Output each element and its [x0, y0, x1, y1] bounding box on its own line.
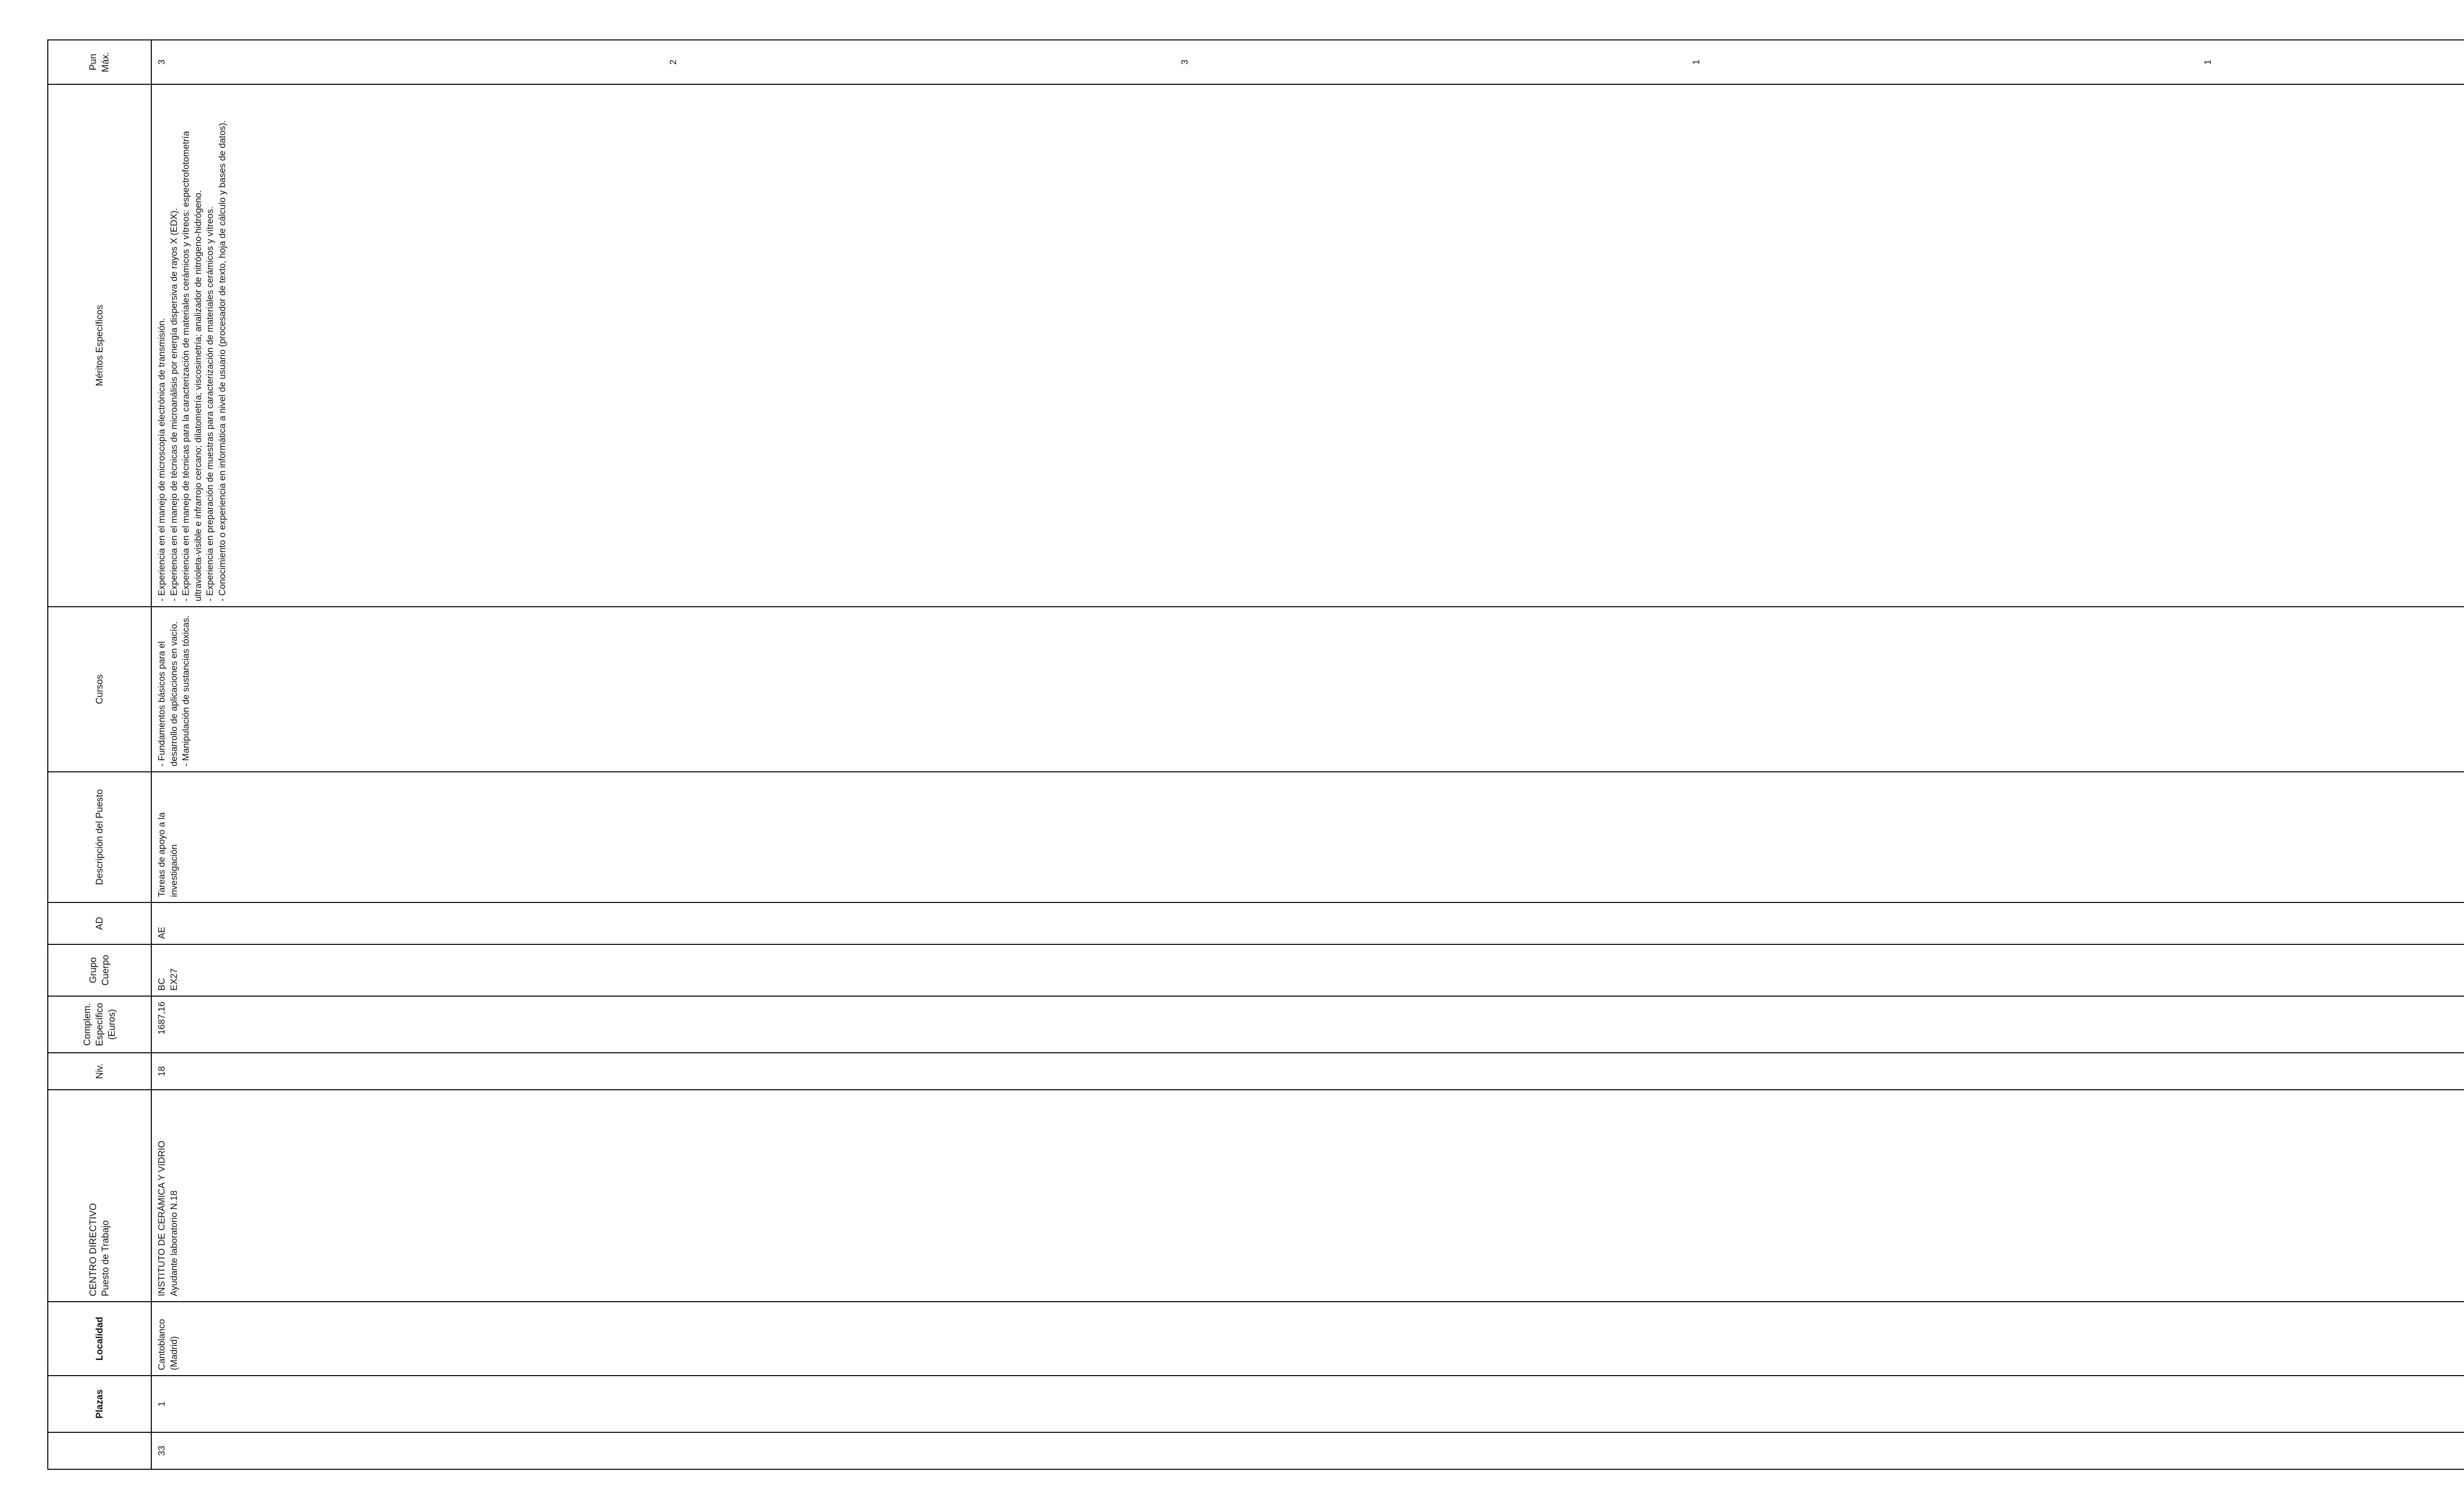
puntos-cell-line: 3 — [1179, 59, 1190, 65]
header-grupo — [48, 944, 151, 996]
meritos-cell-line: - Experiencia en el manejo de técnicas de microanálisis por energía dispersiva de rayos X (EDX). — [168, 208, 179, 601]
meritos-cell — [151, 84, 2464, 607]
header-pun — [48, 40, 151, 84]
cursos-cell-line: - Manipulación de sustancias tóxicas. — [180, 615, 191, 766]
header-complem-line1: Complem. — [82, 1003, 93, 1046]
meritos-cell-line: - Experiencia en el manejo de microscopía electrónica de transmisión. — [156, 318, 167, 601]
header-grupo-line1: Grupo — [88, 957, 99, 983]
meritos-cell-line: - Experiencia en el manejo de técnicas para la caracterización de materiales cerámicos y vítreos: espectrofotometría ultravioleta-visible e infrarrojo cercano; dilatometría; viscosimetría; analizador de nitrógeno-hidrógeno. — [180, 131, 203, 601]
puntos-cell-line: 3 — [156, 59, 167, 65]
grupo-cuerpo-cell — [151, 944, 2464, 996]
header-descripcion: Descripción del Puesto — [48, 772, 151, 902]
complemento-cell: 1687,16 — [151, 996, 2464, 1053]
header-pun-line1: Pun — [88, 54, 99, 70]
header-centro-line2: Puesto de Trabajo — [101, 1220, 111, 1296]
grupo-value: BC — [156, 978, 167, 991]
cuerpo-value: EX27 — [168, 968, 179, 991]
nivel-cell: 18 — [151, 1053, 2464, 1090]
header-complem-line3: (Euros) — [106, 1009, 117, 1040]
puntos-cell-line: 1 — [1691, 59, 1701, 65]
header-plazas: Plazas — [48, 1376, 151, 1432]
job-positions-table — [47, 39, 2464, 1470]
puesto-de-trabajo: Ayudante laboratorio N.18 — [168, 1190, 179, 1296]
cursos-cell — [151, 607, 2464, 772]
header-pun-line2: Máx. — [101, 52, 111, 72]
table-row — [151, 40, 2464, 1469]
table-body — [151, 40, 2464, 1469]
meritos-cell-line: - Experiencia en preparación de muestras para caracterización de materiales cerámicos y vítreos. — [205, 206, 215, 601]
header-complem-line2: Específico — [94, 1003, 105, 1046]
meritos-cell-line: - Conocimiento o experiencia en informática a nivel de usuario (procesador de texto, hoja de cálculo y bases de datos). — [216, 120, 227, 601]
plazas-cell: 1 — [151, 1376, 2464, 1432]
header-centro — [48, 1090, 151, 1302]
descripcion-cell: Tareas de apoyo a la investigación — [151, 772, 2464, 902]
rotated-table-page — [47, 40, 2213, 1470]
header-centro-line1: CENTRO DIRECTIVO — [88, 1203, 99, 1296]
localidad-cell: Cantoblanco (Madrid) — [151, 1302, 2464, 1376]
centro-directivo: INSTITUTO DE CERÁMICA Y VIDRIO — [156, 1141, 167, 1296]
header-meritos: Méritos Específicos — [48, 84, 151, 607]
puntos-cell — [151, 40, 2464, 84]
cursos-cell-line: - Fundamentos básicos para el desarrollo de aplicaciones en vacío. — [156, 621, 179, 766]
header-grupo-line2: Cuerpo — [101, 955, 111, 986]
header-ad: AD — [48, 902, 151, 944]
header-cursos: Cursos — [48, 607, 151, 772]
header-complem — [48, 996, 151, 1053]
ad-cell: AE — [151, 902, 2464, 944]
header-localidad: Localidad — [48, 1302, 151, 1376]
puntos-cell-line: 2 — [668, 59, 678, 65]
header-row-number — [48, 1432, 151, 1469]
centro-cell — [151, 1090, 2464, 1302]
header-row — [48, 40, 151, 1469]
puntos-cell-line: 1 — [2202, 59, 2213, 65]
header-niv: Niv. — [48, 1053, 151, 1090]
row-number: 33 — [151, 1432, 2464, 1469]
